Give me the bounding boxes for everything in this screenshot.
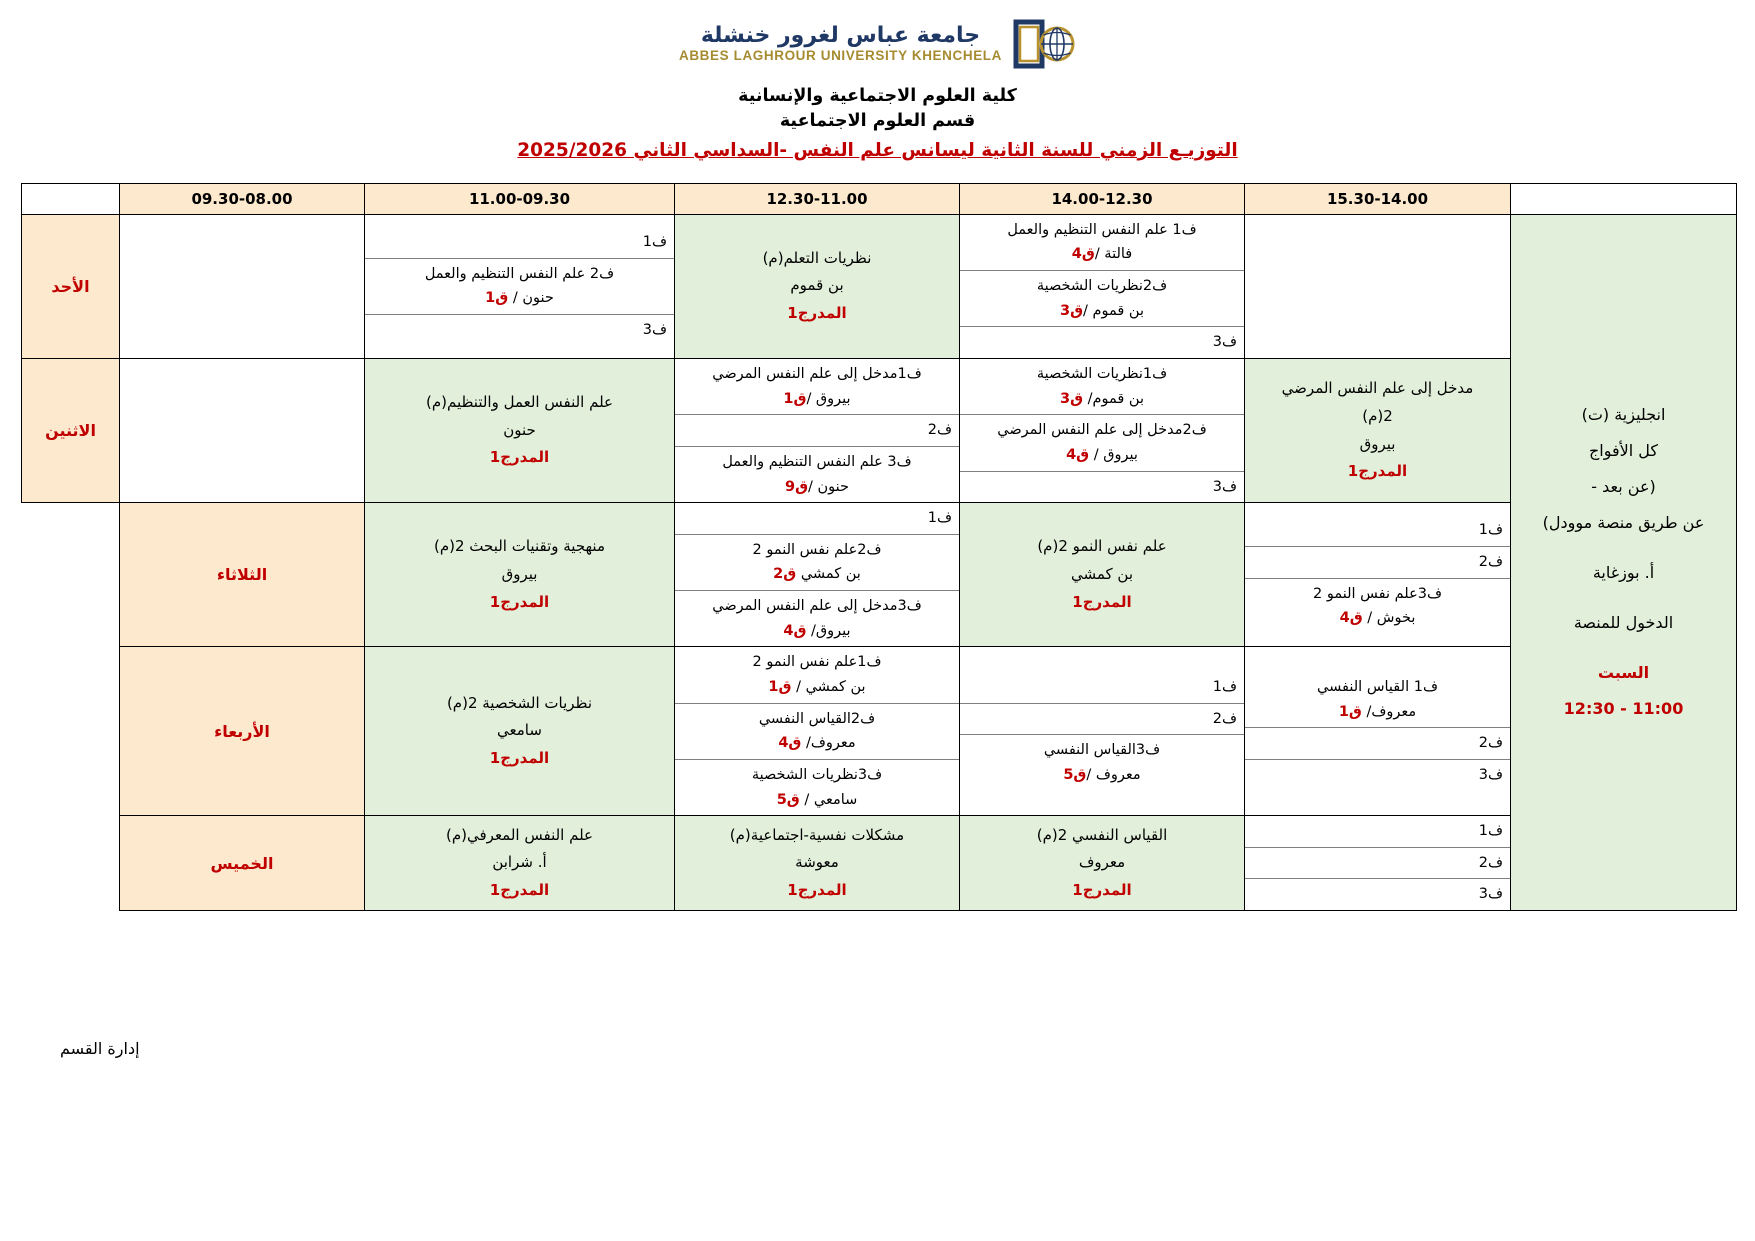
teacher-name: معروف/	[801, 735, 856, 752]
teacher-name: معروف /	[1086, 766, 1141, 783]
group-teacher	[682, 619, 952, 644]
room-code: ق1	[1338, 703, 1362, 720]
sidebar-line-4: عن طريق منصة موودل)	[1542, 513, 1705, 533]
teacher-name: بيروق /	[1089, 446, 1138, 463]
page-title: التوزيـع الزمني للسنة الثانية ليسانس علم النفس -السداسي الثاني 2025/2026	[517, 139, 1238, 161]
teacher-name: بيروق/	[806, 622, 851, 639]
header-slot-3: 11.00-09.30	[365, 183, 675, 214]
table-row-monday	[22, 358, 1737, 502]
group-title: ف1	[642, 234, 667, 251]
group-title: ف2القياس النفسي	[758, 710, 876, 727]
sidebar-day: السبت	[1597, 663, 1650, 683]
table-row	[960, 327, 1244, 358]
timetable-header-row	[22, 183, 1737, 214]
cell-sunday-1400-1230	[960, 214, 1245, 358]
room-code: ق9	[784, 478, 809, 495]
lecture-room: المدرج1	[489, 749, 550, 768]
sidebar-teacher: أ. بوزغاية	[1592, 563, 1655, 583]
group-teacher	[967, 387, 1237, 412]
group-title: ف2	[1478, 735, 1503, 752]
lecture-title: منهجية وتقنيات البحث 2(م)	[433, 537, 605, 556]
day-label-monday: الاثنين	[22, 358, 120, 502]
teacher-name: بن قموم /	[1083, 302, 1145, 319]
group-title: ف1 القياس النفسي	[1317, 679, 1438, 695]
group-teacher	[967, 299, 1237, 324]
group-title: ف1 علم النفس التنظيم والعمل	[1007, 221, 1197, 238]
lecture-teacher: حنون	[503, 420, 536, 439]
lecture-title: مشكلات نفسية-اجتماعية(م)	[729, 825, 905, 844]
day-label-thursday: الخميس	[120, 816, 365, 911]
header-slot-1: 14.00-12.30	[960, 183, 1245, 214]
faculty-name: كلية العلوم الاجتماعية والإنسانية	[738, 86, 1017, 106]
lecture-teacher: معروف	[1078, 853, 1126, 872]
lecture-teacher: أ. شرابن	[492, 853, 547, 872]
lecture-room: المدرج1	[489, 881, 550, 900]
day-label-sunday: الأحد	[22, 214, 120, 358]
table-row	[1245, 515, 1510, 546]
table-row	[675, 591, 959, 647]
group-title: ف1نظريات الشخصية	[1036, 365, 1168, 382]
group-teacher	[967, 242, 1237, 267]
lecture-teacher: بيروق	[1359, 434, 1396, 453]
table-row	[675, 703, 959, 759]
room-code: ق4	[1339, 610, 1363, 627]
lecture-teacher: بن قموم	[790, 276, 844, 295]
table-row	[365, 314, 674, 345]
group-title: ف3	[1478, 886, 1503, 903]
cell-monday-1100-0930	[365, 358, 675, 502]
group-teacher	[1252, 700, 1503, 725]
cell-sunday-1100-0930	[365, 214, 675, 358]
group-title: ف2علم نفس النمو 2	[752, 541, 882, 558]
sidebar-platform-access: الدخول للمنصة	[1573, 613, 1674, 633]
page-footer	[0, 1039, 1755, 1058]
logo-arabic-name: جامعة عباس لغرور خنشلة	[700, 23, 981, 49]
lecture-room: المدرج1	[489, 592, 550, 611]
lecture-subtitle: 2(م)	[1362, 406, 1393, 425]
sidebar-line-1: انجليزية (ت)	[1581, 405, 1666, 425]
teacher-name: فالتة /	[1094, 246, 1133, 263]
teacher-name: بن كمشي /	[791, 679, 866, 695]
group-title: ف2	[1478, 854, 1503, 871]
table-row	[1245, 816, 1510, 847]
group-title: ف2	[1478, 554, 1503, 571]
university-emblem-icon	[1012, 18, 1076, 70]
header-slot-0: 15.30-14.00	[1245, 183, 1511, 214]
group-teacher	[682, 731, 952, 756]
table-row-sunday	[22, 214, 1737, 358]
table-row	[960, 215, 1244, 271]
group-title: ف2 علم النفس التنظيم والعمل	[424, 265, 615, 282]
room-code: ق1	[768, 679, 792, 695]
teacher-name: حنون /	[508, 290, 554, 307]
cell-wednesday-1530-1400	[1245, 647, 1511, 816]
sidebar-english-block	[1511, 214, 1737, 910]
group-teacher	[682, 675, 952, 700]
table-row-thursday	[22, 816, 1737, 911]
footer-signature: إدارة القسم	[60, 1039, 140, 1059]
teacher-name: بن قموم/	[1083, 390, 1145, 407]
group-title: ف1مدخل إلى علم النفس المرضي	[712, 365, 922, 382]
cell-tuesday-1530-1400	[1245, 503, 1511, 647]
lecture-room: المدرج1	[1072, 881, 1132, 900]
room-code: ق4	[1066, 446, 1090, 463]
page-header	[0, 0, 1755, 161]
cell-tuesday-1400-1230	[960, 503, 1245, 647]
table-row	[960, 735, 1244, 791]
group-teacher	[967, 763, 1237, 788]
teacher-name: حنون /	[808, 478, 850, 495]
group-title: ف3	[1212, 334, 1237, 351]
group-title: ف3	[1212, 478, 1237, 495]
group-teacher	[682, 788, 952, 813]
table-row	[675, 415, 959, 447]
teacher-name: بيروق /	[806, 390, 851, 407]
room-code: ق4	[783, 622, 807, 639]
lecture-teacher: معوشة	[795, 853, 839, 872]
sidebar-spacer-1	[1511, 541, 1736, 555]
table-row	[675, 759, 959, 815]
header-slot-2: 12.30-11.00	[675, 183, 960, 214]
teacher-name: بخوش /	[1362, 610, 1416, 627]
table-row	[960, 703, 1244, 735]
cell-wednesday-1100-0930	[365, 647, 675, 816]
lecture-teacher: سامعي	[497, 721, 542, 740]
table-row	[1245, 879, 1510, 910]
lecture-room: المدرج1	[489, 448, 550, 467]
cell-thursday-1230-1100	[675, 816, 960, 911]
lecture-teacher: بن كمشي	[1070, 564, 1134, 583]
group-title: ف1	[1478, 522, 1503, 539]
cell-thursday-1400-1230	[960, 816, 1245, 911]
sidebar-spacer-2	[1511, 591, 1736, 605]
cell-monday-1400-1230	[960, 358, 1245, 502]
lecture-room: المدرج1	[1347, 462, 1408, 481]
table-row	[365, 227, 674, 258]
group-title: ف3مدخل إلى علم النفس المرضي	[712, 598, 922, 615]
lecture-title: القياس النفسي 2(م)	[1036, 825, 1168, 844]
sidebar-time: 11:00 - 12:30	[1563, 699, 1684, 719]
group-teacher	[682, 562, 952, 587]
table-row	[675, 647, 959, 703]
cell-wednesday-1230-1100	[675, 647, 960, 816]
lecture-title: نظريات الشخصية 2(م)	[446, 693, 593, 712]
table-row	[675, 534, 959, 590]
table-row	[365, 258, 674, 314]
group-title: ف3	[642, 321, 667, 338]
table-row	[960, 415, 1244, 471]
sidebar-line-3: (عن بعد -	[1591, 477, 1656, 497]
group-title: ف1	[927, 510, 952, 527]
group-title: ف3 علم النفس التنظيم والعمل	[722, 453, 912, 470]
group-title: ف2نظريات الشخصية	[1036, 278, 1168, 295]
room-code: ق3	[1059, 302, 1084, 319]
table-row	[675, 446, 959, 502]
cell-sunday-1530-1400	[1245, 214, 1511, 358]
table-row	[960, 359, 1244, 415]
cell-sunday-0930-0800	[120, 214, 365, 358]
table-row	[960, 471, 1244, 502]
logo-text-block	[679, 24, 1002, 63]
table-row	[1245, 578, 1510, 634]
day-label-wednesday: الأربعاء	[120, 647, 365, 816]
sidebar-spacer-3	[1511, 641, 1736, 655]
cell-sunday-1230-1100	[675, 214, 960, 358]
day-label-tuesday: الثلاثاء	[120, 503, 365, 647]
room-code: ق1	[485, 290, 509, 307]
department-name: قسم العلوم الاجتماعية	[779, 111, 976, 132]
cell-monday-1530-1400	[1245, 358, 1511, 502]
group-teacher	[682, 475, 952, 500]
group-teacher	[372, 286, 667, 311]
teacher-name: سامعي /	[799, 791, 858, 808]
group-teacher	[682, 387, 952, 412]
university-logo	[0, 18, 1755, 70]
room-code: ق4	[778, 735, 802, 752]
table-row	[1245, 759, 1510, 790]
room-code: ق2	[773, 566, 797, 583]
header-slot-4: 09.30-08.00	[120, 183, 365, 214]
table-row	[1245, 728, 1510, 760]
group-title: ف2	[927, 422, 952, 439]
table-row	[1245, 672, 1510, 728]
header-day-corner	[22, 183, 120, 214]
table-row	[1245, 547, 1510, 579]
group-title: ف1علم نفس النمو 2	[752, 654, 882, 671]
table-row-wednesday	[22, 647, 1737, 816]
group-title: ف1	[1212, 679, 1237, 695]
group-title: ف1	[1478, 823, 1503, 840]
cell-monday-1230-1100	[675, 358, 960, 502]
group-title: ف2مدخل إلى علم النفس المرضي	[997, 422, 1207, 439]
room-code: ق3	[1059, 390, 1084, 407]
table-row	[960, 672, 1244, 703]
lecture-teacher: بيروق	[501, 564, 538, 583]
group-teacher	[1252, 606, 1503, 631]
table-row-tuesday	[22, 503, 1737, 647]
timetable	[21, 183, 1737, 911]
group-title: ف3القياس النفسي	[1043, 742, 1161, 759]
sidebar-line-2: كل الأفواج	[1588, 441, 1659, 461]
cell-tuesday-1230-1100	[675, 503, 960, 647]
cell-thursday-1100-0930	[365, 816, 675, 911]
lecture-title: علم النفس العمل والتنظيم(م)	[425, 392, 614, 411]
group-title: ف3نظريات الشخصية	[751, 766, 883, 783]
group-title: ف2	[1212, 710, 1237, 727]
lecture-title: علم نفس النمو 2(م)	[1037, 537, 1167, 556]
lecture-title: مدخل إلى علم النفس المرضي	[1281, 379, 1474, 398]
header-sidebar-blank	[1511, 183, 1737, 214]
lecture-room: المدرج1	[787, 881, 847, 900]
lecture-title: نظريات التعلم(م)	[762, 248, 872, 267]
cell-tuesday-1100-0930	[365, 503, 675, 647]
group-teacher	[967, 443, 1237, 468]
table-row	[675, 503, 959, 534]
room-code: ق5	[776, 791, 800, 808]
room-code: ق1	[783, 390, 807, 407]
teacher-name: معروف/	[1361, 703, 1417, 720]
lecture-room: المدرج1	[787, 304, 847, 323]
room-code: ق4	[1071, 246, 1095, 263]
table-row	[1245, 847, 1510, 879]
lecture-room: المدرج1	[1072, 592, 1132, 611]
cell-wednesday-1400-1230	[960, 647, 1245, 816]
timetable-wrapper	[0, 183, 1755, 911]
table-row	[675, 359, 959, 415]
group-title: ف3	[1478, 766, 1503, 783]
table-row	[960, 271, 1244, 327]
group-title: ف3علم نفس النمو 2	[1313, 585, 1442, 602]
logo-english-name: ABBES LAGHROUR UNIVERSITY KHENCHELA	[678, 48, 1003, 64]
cell-monday-0930-0800	[120, 358, 365, 502]
cell-thursday-1530-1400	[1245, 816, 1511, 911]
room-code: ق5	[1063, 766, 1087, 783]
teacher-name: بن كمشي	[796, 566, 861, 583]
lecture-title: علم النفس المعرفي(م)	[446, 825, 593, 844]
